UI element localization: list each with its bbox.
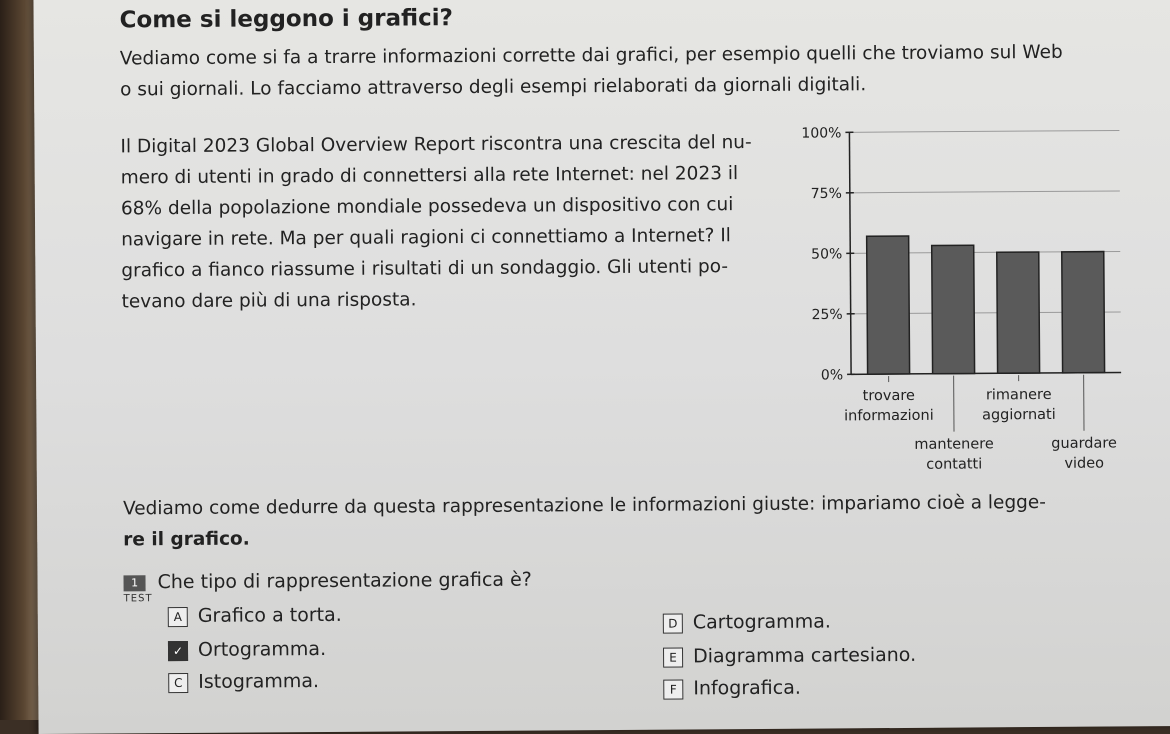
report-line: mero di utenti in grado di connettersi alla rete Internet: nel 2023 il — [121, 158, 771, 194]
y-axis — [849, 132, 851, 374]
option-text: Ortogramma. — [198, 638, 326, 661]
intro-line: Vediamo come si fa a trarre informazioni corrette dai grafici, per esempio quelli che troviamo sul Web — [120, 36, 1170, 75]
option-text: Infografica. — [693, 677, 801, 700]
y-tick-label: 50% — [811, 246, 842, 262]
intro-line: o sui giornali. Lo facciamo attraverso degli esempi rielaborati da giornali digitali. — [120, 67, 1170, 106]
bar-chart — [774, 114, 1147, 487]
option-letter: D — [663, 613, 683, 633]
bar — [867, 236, 910, 374]
report-line: tevano dare più di una risposta. — [121, 282, 771, 318]
textbook-page — [33, 0, 1170, 734]
report-line: Il Digital 2023 Global Overview Report riscontra una crescita del nu- — [120, 127, 770, 163]
report-line: navigare in rete. Ma per quali ragioni ci connettiamo a Internet? Il — [121, 220, 771, 256]
x-tick-label: informazioni — [844, 408, 934, 425]
y-tick-label: 0% — [821, 367, 843, 383]
option-text: Istogramma. — [198, 670, 319, 693]
y-tick-label: 25% — [812, 307, 843, 323]
x-tick-label: rimanere — [986, 387, 1052, 403]
option-text: Grafico a torta. — [198, 604, 342, 627]
x-tick-label: aggiornati — [982, 407, 1056, 424]
report-paragraph — [120, 127, 771, 318]
question-header — [123, 569, 531, 594]
option-text: Cartogramma. — [693, 610, 831, 633]
bar — [997, 252, 1040, 373]
x-tick-label: trovare — [863, 388, 915, 404]
gridline — [850, 191, 1120, 193]
question-text: Che tipo di rappresentazione grafica è? — [157, 569, 531, 594]
intro-paragraph — [120, 36, 1170, 106]
y-tick-label: 75% — [811, 186, 842, 202]
question-number: 1 — [123, 575, 145, 591]
report-line: 68% della popolazione mondiale possedeva un dispositivo con cui — [121, 189, 771, 225]
bar — [932, 245, 975, 374]
x-tick-label: video — [1064, 456, 1104, 472]
conclusion-line: re il grafico. — [123, 517, 1170, 555]
page-title: Come si leggono i grafici? — [120, 5, 454, 33]
option-letter: A — [168, 606, 188, 626]
option-b[interactable] — [168, 638, 326, 661]
option-d[interactable] — [663, 610, 831, 633]
conclusion-paragraph — [123, 486, 1170, 555]
bar — [1062, 252, 1105, 373]
x-tick-label: mantenere — [914, 436, 994, 453]
option-f[interactable] — [663, 677, 801, 700]
x-tick-label: guardare — [1051, 435, 1117, 451]
option-c[interactable] — [168, 670, 319, 693]
option-letter: E — [663, 647, 683, 667]
option-text: Diagramma cartesiano. — [693, 644, 916, 668]
option-letter: F — [663, 679, 683, 699]
test-label: TEST — [124, 593, 153, 604]
check-mark-icon: ✓ — [168, 640, 188, 660]
report-line: grafico a fianco riassume i risultati di un sondaggio. Gli utenti po- — [121, 251, 771, 287]
option-letter: C — [168, 672, 188, 692]
gridline — [849, 130, 1119, 132]
y-tick-label: 100% — [801, 125, 841, 141]
option-a[interactable] — [168, 604, 342, 627]
conclusion-line: Vediamo come dedurre da questa rappresentazione le informazioni giuste: impariamo cioè a legge- — [123, 486, 1170, 524]
option-e[interactable] — [663, 644, 916, 668]
x-tick-label: contatti — [926, 456, 982, 472]
